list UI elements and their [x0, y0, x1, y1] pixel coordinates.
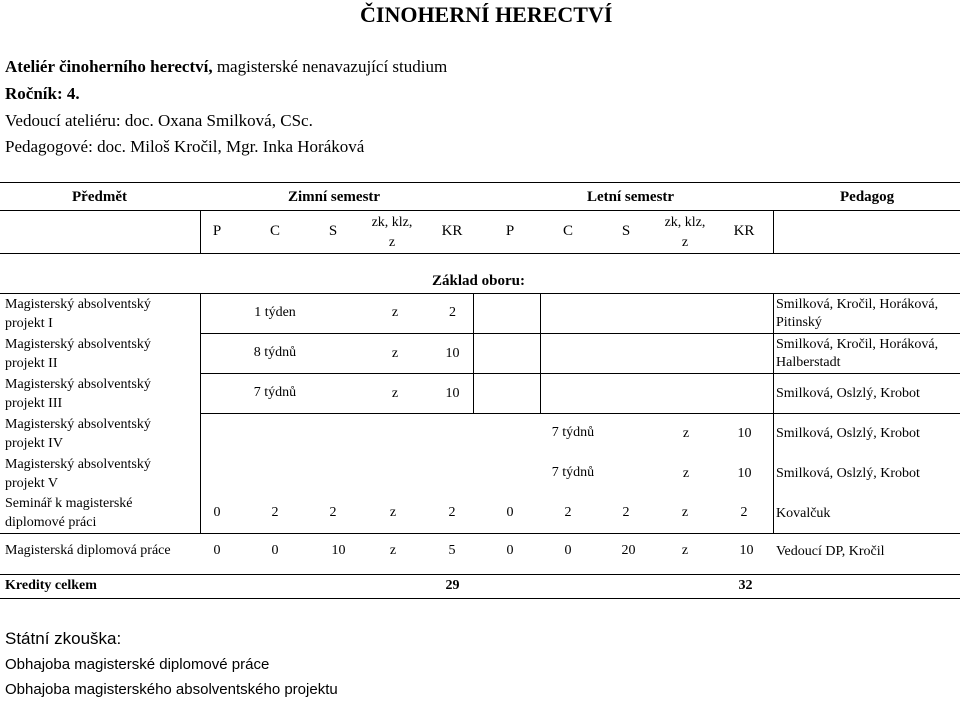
col-kr-letni: KR — [733, 223, 755, 239]
subject-2 — [5, 335, 151, 373]
row5-zk: z — [682, 466, 690, 481]
dp-c-letni: 0 — [564, 543, 572, 558]
row1-pedagog-line2: Pitinský — [776, 315, 822, 330]
kredity-bottom-line — [0, 598, 960, 599]
subject-4-line1: Magisterský absolventský — [5, 417, 151, 432]
row6-kr-letni: 2 — [740, 505, 748, 520]
body-vline — [473, 293, 474, 413]
row6-kr-zimni: 2 — [448, 505, 456, 520]
diplomova-top-line — [0, 533, 960, 534]
row5-tyden: 7 týdnů — [551, 465, 595, 480]
subject-1-line1: Magisterský absolventský — [5, 297, 151, 312]
atelier-note: magisterské nenavazující studium — [212, 57, 448, 76]
col-zk-letni-line1: zk, klz, — [664, 215, 706, 230]
header-predmet: Předmět — [72, 189, 127, 205]
dp-p-zimni: 0 — [213, 543, 221, 558]
subject-5 — [5, 455, 151, 493]
atelier-line — [5, 57, 447, 77]
dp-pedagog: Vedoucí DP, Kročil — [776, 544, 885, 559]
subject-5-line2: projekt V — [5, 476, 59, 491]
row4-tyden: 7 týdnů — [551, 425, 595, 440]
subject-6 — [5, 494, 133, 532]
row6-p-zimni: 0 — [213, 505, 221, 520]
rocnik: Ročník: 4. — [5, 84, 80, 103]
row4-kr: 10 — [737, 426, 752, 441]
col-zk-letni — [655, 213, 715, 253]
dp-s-zimni: 10 — [331, 543, 346, 558]
col-c-letni: C — [562, 223, 573, 239]
header-letni: Letní semestr — [587, 189, 675, 205]
kredity-letni: 32 — [738, 578, 753, 593]
row2-tyden: 8 týdnů — [253, 345, 297, 360]
subject-3-line1: Magisterský absolventský — [5, 377, 151, 392]
row2-pedagog-line1: Smilková, Kročil, Horáková, — [776, 337, 939, 352]
subject-6-line1: Seminář k magisterské — [5, 496, 133, 511]
dp-zk-letni: z — [681, 543, 689, 558]
col-s-zimni: S — [328, 223, 338, 239]
col-c-zimni: C — [269, 223, 280, 239]
page-title: ČINOHERNÍ HERECTVÍ — [360, 2, 613, 27]
dp-p-letni: 0 — [506, 543, 514, 558]
statni-item-1: Obhajoba magisterské diplomové práce — [5, 656, 270, 673]
col-zk-zimni-line2: z — [388, 235, 396, 250]
col-s-letni: S — [621, 223, 631, 239]
row2-kr: 10 — [445, 346, 460, 361]
col-zk-letni-line2: z — [681, 235, 689, 250]
row1-tyden: 1 týden — [254, 305, 296, 320]
dp-zk-zimni: z — [389, 543, 397, 558]
row6-zk-zimni: z — [389, 505, 397, 520]
row3-kr: 10 — [445, 386, 460, 401]
header-divider — [0, 210, 960, 211]
col-p-letni: P — [505, 223, 515, 239]
vedouci: Vedoucí ateliéru: doc. Oxana Smilková, CSc. — [5, 111, 313, 130]
row6-c-zimni: 2 — [271, 505, 279, 520]
row6-p-letni: 0 — [506, 505, 514, 520]
kredity-top-line — [0, 574, 960, 575]
row5-kr: 10 — [737, 466, 752, 481]
row1-zk: z — [391, 305, 399, 320]
subject-2-line2: projekt II — [5, 356, 58, 371]
statni-title: Státní zkouška: — [5, 629, 122, 648]
statni-item-2: Obhajoba magisterského absolventského projektu — [5, 681, 338, 698]
row1-pedagog-line1: Smilková, Kročil, Horáková, — [776, 297, 939, 312]
section-label: Základ oboru: — [432, 273, 525, 289]
subject-4 — [5, 415, 151, 453]
col-p-zimni: P — [212, 223, 222, 239]
col-zk-zimni — [362, 213, 422, 253]
dp-c-zimni: 0 — [271, 543, 279, 558]
subject-5-line1: Magisterský absolventský — [5, 457, 151, 472]
row-line — [200, 373, 960, 374]
row4-pedagog: Smilková, Oslzlý, Krobot — [776, 426, 920, 441]
diplomova-label: Magisterská diplomová práce — [5, 543, 171, 558]
dp-kr-zimni: 5 — [448, 543, 456, 558]
row6-zk-letni: z — [681, 505, 689, 520]
body-vline — [540, 293, 541, 413]
row6-s-letni: 2 — [622, 505, 630, 520]
col-kr-zimni: KR — [441, 223, 463, 239]
row6-c-letni: 2 — [564, 505, 572, 520]
dp-s-letni: 20 — [621, 543, 636, 558]
row1-kr: 2 — [449, 305, 456, 320]
header-vline — [200, 210, 201, 253]
subject-6-line2: diplomové práci — [5, 515, 97, 530]
kredity-label: Kredity celkem — [5, 578, 97, 593]
header-vline — [773, 210, 774, 253]
row6-s-zimni: 2 — [329, 505, 337, 520]
subject-2-line1: Magisterský absolventský — [5, 337, 151, 352]
header-pedagog: Pedagog — [840, 189, 895, 205]
row-line — [200, 333, 960, 334]
kredity-zimni: 29 — [445, 578, 460, 593]
row3-pedagog: Smilková, Oslzlý, Krobot — [776, 386, 920, 401]
section-line — [0, 293, 960, 294]
row2-pedagog-line2: Halberstadt — [776, 355, 841, 370]
dp-kr-letni: 10 — [739, 543, 754, 558]
row3-zk: z — [391, 386, 399, 401]
row5-pedagog: Smilková, Oslzlý, Krobot — [776, 466, 920, 481]
subject-1-line2: projekt I — [5, 316, 53, 331]
row2-pedagog — [776, 336, 938, 372]
subject-4-line2: projekt IV — [5, 436, 63, 451]
row4-zk: z — [682, 426, 690, 441]
header-bottom — [0, 253, 960, 254]
row1-pedagog — [776, 296, 938, 332]
subject-3-line2: projekt III — [5, 396, 63, 411]
pedagogove: Pedagogové: doc. Miloš Kročil, Mgr. Inka Horáková — [5, 137, 365, 156]
row-line — [200, 413, 960, 414]
row2-zk: z — [391, 346, 399, 361]
subject-1 — [5, 295, 151, 333]
subject-3 — [5, 375, 151, 413]
header-zimni: Zimní semestr — [288, 189, 381, 205]
col-zk-zimni-line1: zk, klz, — [371, 215, 413, 230]
atelier-name: Ateliér činoherního herectví, — [5, 57, 213, 76]
row3-tyden: 7 týdnů — [253, 385, 297, 400]
table-border-top — [0, 182, 960, 183]
row6-pedagog: Kovalčuk — [776, 506, 831, 521]
